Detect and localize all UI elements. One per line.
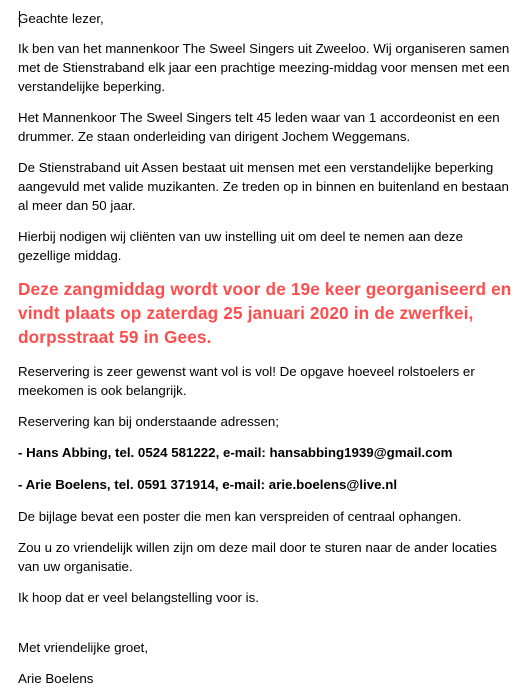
signature: Arie Boelens <box>18 671 94 686</box>
letter-body[interactable] <box>18 9 518 688</box>
hope-line: Ik hoop dat er veel belangstelling voor is. <box>18 590 259 605</box>
reservation-intro: Reservering kan bij onderstaande adressen; <box>18 414 279 429</box>
event-announcement: Deze zangmiddag wordt voor de 19e keer georganiseerd en vindt plaats op zaterdag 25 januari 2020 in de zwerfkei, dorpsstraat 59 in Gees. <box>18 279 512 347</box>
forward-request: Zou u zo vriendelijk willen zijn om deze mail door te sturen naar de ander locaties van uw organisatie. <box>18 540 497 574</box>
contact-hans-abbing: - Hans Abbing, tel. 0524 581222, e-mail: hansabbing1939@gmail.com <box>18 445 453 460</box>
attachment-note: De bijlage bevat een poster die men kan verspreiden of centraal ophangen. <box>18 509 462 524</box>
paragraph-intro: Ik ben van het mannenkoor The Sweel Singers uit Zweeloo. Wij organiseren samen met de Stienstraband elk jaar een prachtige meezing-middag voor mensen met een verstandelijke beperking. <box>18 41 510 94</box>
paragraph-invitation: Hierbij nodigen wij cliënten van uw instelling uit om deel te nemen aan deze gezellige middag. <box>18 229 463 263</box>
contact-arie-boelens: - Arie Boelens, tel. 0591 371914, e-mail: arie.boelens@live.nl <box>18 477 398 492</box>
reservation-note: Reservering is zeer gewenst want vol is vol! De opgave hoeveel rolstoelers er meekomen is ook belangrijk. <box>18 364 475 398</box>
paragraph-band: De Stienstraband uit Assen bestaat uit mensen met een verstandelijke beperking aangevuld met valide muzikanten. Ze treden op in binnen en buitenland en bestaan al meer dan 50 jaar. <box>18 160 509 213</box>
paragraph-choir: Het Mannenkoor The Sweel Singers telt 45 leden waar van 1 accordeonist en een drummer. Ze staan onderleiding van dirigent Jochem Weggemans. <box>18 110 500 144</box>
closing: Met vriendelijke groet, <box>18 640 149 655</box>
greeting: Geachte lezer, <box>18 11 104 26</box>
blank-line <box>18 619 518 638</box>
